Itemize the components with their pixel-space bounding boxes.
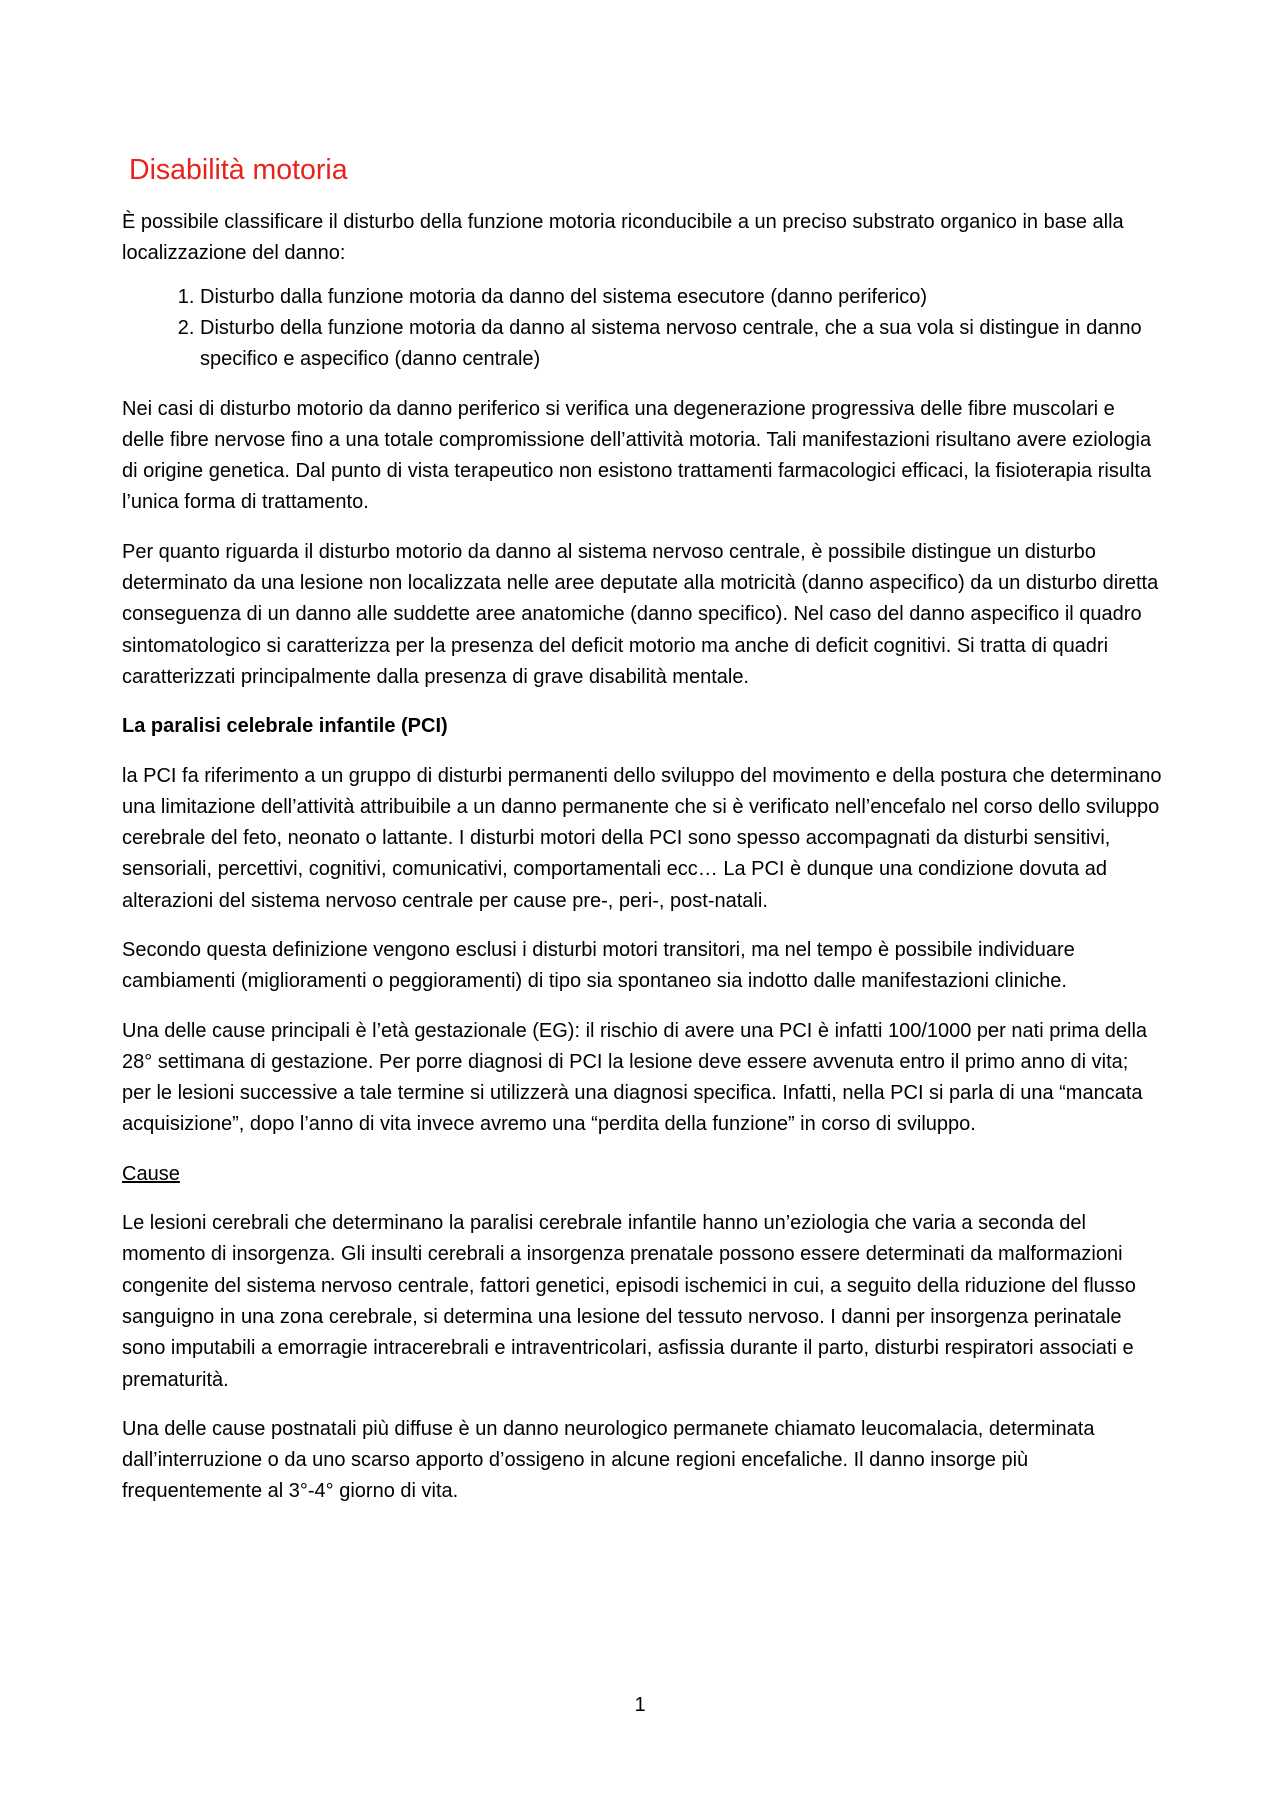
document-title: Disabilità motoria (129, 154, 348, 186)
pci-definition-paragraph: la PCI fa riferimento a un gruppo di disturbi permanenti dello sviluppo del movimento e della postura che determinano una limitazione dell’attività attribuibile a un danno permanente che si è verificato nell’encefalo nel corso dello sviluppo cerebrale del feto, neonato o lattante. I disturbi motori della PCI sono spesso accompagnati da disturbi sensitivi, sensoriali, percettivi, cognitivi, comunicativi, comportamentali ecc… La PCI è dunque una condizione dovuta ad alterazioni del sistema nervoso centrale per cause pre-, peri-, post-natali. (122, 764, 1162, 912)
page-number: 1 (634, 1694, 646, 1716)
document-body (122, 152, 1162, 1526)
classification-list (122, 282, 1162, 376)
central-damage-paragraph: Per quanto riguarda il disturbo motorio da danno al sistema nervoso centrale, è possibile distingue un disturbo determinato da una lesione non localizzata nelle aree deputate alla motricità (danno aspecifico) da un disturbo diretta conseguenza di un danno alle suddette aree anatomiche (danno specifico). Nel caso del danno aspecifico il quadro sintomatologico si caratterizza per la presenza del deficit motorio ma anche di deficit cognitivi. Si tratta di quadri caratterizzati principalmente dalla presenza di grave disabilità mentale. (122, 540, 1159, 688)
intro-paragraph: È possibile classificare il disturbo della funzione motoria riconducibile a un preciso substrato organico in base alla localizzazione del danno: (122, 211, 1124, 265)
list-item: 1. Disturbo dalla funzione motoria da danno del sistema esecutore (danno periferico) (200, 282, 1162, 313)
gestational-age-paragraph: Una delle cause principali è l’età gestazionale (EG): il rischio di avere una PCI è infatti 100/1000 per nati prima della 28° settimana di gestazione. Per porre diagnosi di PCI la lesione deve essere avvenuta entro il primo anno di vita; per le lesioni successive a tale termine si utilizzerà una diagnosi specifica. Infatti, nella PCI si parla di una “mancata acquisizione”, dopo l’anno di vita invece avremo una “perdita della funzione” in corso di sviluppo. (122, 1019, 1148, 1136)
cause-lesions-paragraph: Le lesioni cerebrali che determinano la paralisi cerebrale infantile hanno un’eziologia che varia a seconda del momento di insorgenza. Gli insulti cerebrali a insorgenza prenatale possono essere determinati da malformazioni congenite del sistema nervoso centrale, fattori genetici, episodi ischemici in cui, a seguito della riduzione del flusso sanguigno in una zona cerebrale, si determina una lesione del tessuto nervoso. I danni per insorgenza perinatale sono imputabili a emorragie intracerebrali e intraventricolari, asfissia durante il parto, disturbi respiratori associati e prematurità. (122, 1212, 1136, 1391)
pci-exclusion-paragraph: Secondo questa definizione vengono esclusi i disturbi motori transitori, ma nel tempo è possibile individuare cambiamenti (miglioramenti o peggioramenti) di tipo sia spontaneo sia indotto dalle manifestazioni cliniche. (122, 938, 1075, 993)
peripheral-damage-paragraph: Nei casi di disturbo motorio da danno periferico si verifica una degenerazione progressiva delle fibre muscolari e delle fibre nervose fino a una totale compromissione dell’attività motoria. Tali manifestazioni risultano avere eziologia di origine genetica. Dal punto di vista terapeutico non esistono trattamenti farmacologici efficaci, la fisioterapia risulta l’unica forma di trattamento. (122, 397, 1152, 514)
cause-heading: Cause (122, 1162, 180, 1185)
pci-heading: La paralisi celebrale infantile (PCI) (122, 715, 448, 738)
list-item: 2. Disturbo della funzione motoria da danno al sistema nervoso centrale, che a sua vola si distingue in danno specifico e aspecifico (danno centrale) (200, 313, 1162, 376)
postnatal-causes-paragraph: Una delle cause postnatali più diffuse è un danno neurologico permanete chiamato leucomalacia, determinata dall’interruzione o da uno scarso apporto d’ossigeno in alcune regioni encefaliche. Il danno insorge più frequentemente al 3°-4° giorno di vita. (122, 1417, 1095, 1503)
